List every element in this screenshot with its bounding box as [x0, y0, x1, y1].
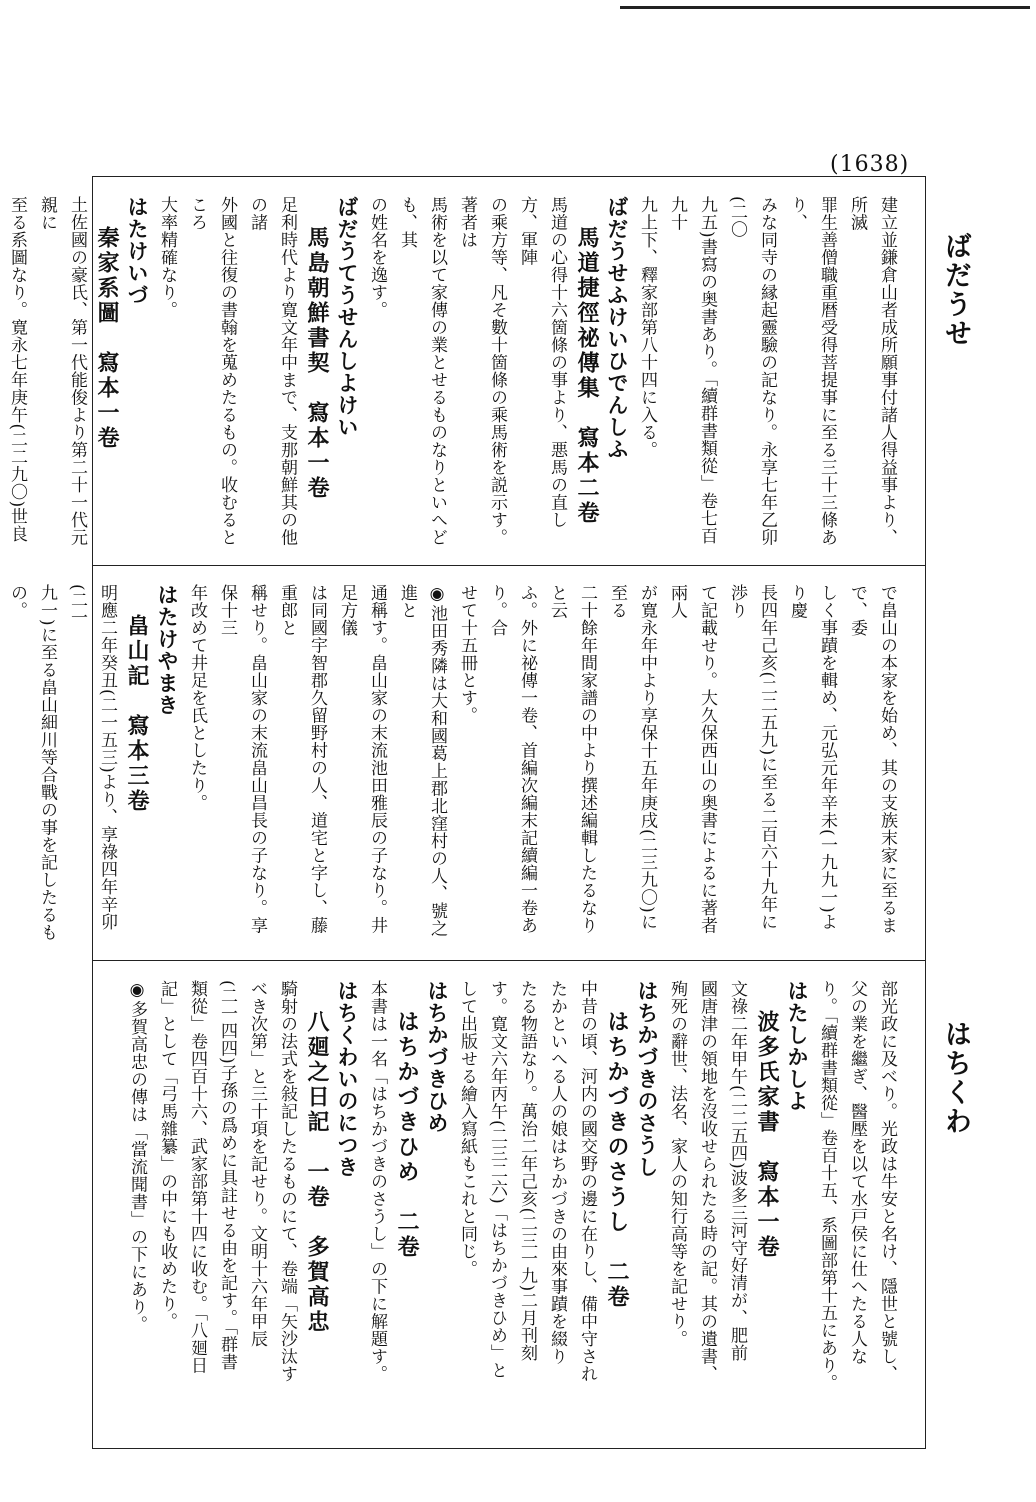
text-line: の姓名を逸す。 [367, 196, 387, 319]
text-line: 明應二年癸丑(二一五三)より、享祿四年辛卯(二一 [67, 584, 117, 931]
text-line: 畠山記 寫本三卷 [124, 614, 150, 814]
section-divider-2 [92, 960, 926, 961]
text-line: 通稱す。畠山家の末流池田雅辰の子なり。井足方儀 [337, 584, 387, 934]
text-line: たる物語なり。萬治二年己亥(二三一九)二月刊刻 [517, 980, 537, 1362]
text-line: 類從」卷四百十六、武家部第十四に收む。「八廻日 [187, 980, 207, 1374]
text-line: ふ。外に祕傳一卷、首編次編末記續編一卷あり。合 [487, 584, 537, 934]
text-line: 本書は一名「はちかづきのさうし」の下に解題す。 [367, 980, 387, 1383]
text-line: 九上下、釋家部第八十四に入る。 [637, 196, 657, 459]
text-line: 稱せり。畠山家の末流畠山昌長の子なり。享保十三 [217, 584, 267, 934]
text-line: 足利時代より寛文年中まで、支那朝鮮其の他の諸 [247, 196, 297, 546]
text-line: はちかづきのさうし [635, 980, 660, 1178]
panel-bottom-text [122, 980, 902, 1435]
text-line: 騎射の法式を敍記したるものにて、卷端「矢沙汰す [277, 980, 297, 1383]
text-line: が寛永年中より享保十五年庚戌(二三九〇)に至る [607, 584, 657, 931]
panel-top-text [0, 196, 902, 552]
text-line: 年改めて井足を氏としたり。 [187, 584, 207, 812]
text-line: はたしかしよ [785, 980, 810, 1112]
text-line: ばだうてうせんしよけい [335, 196, 360, 438]
text-line: は同國宇智郡久留野村の人、道宅と字し、藤重郎と [277, 584, 327, 934]
text-line: (二一四四)子孫の爲めに具註せる由を記す。「群書 [217, 980, 237, 1371]
text-line: 父の業を繼ぎ、醫壓を以て水戸侯に仕へたる人な [847, 980, 867, 1365]
text-line: 馬道の心得十六箇條の事より、悪馬の直し方、軍陣 [517, 196, 567, 529]
top-rule [620, 6, 1030, 9]
text-line: 殉死の辭世、法名、家人の知行高等を記せり。 [667, 980, 687, 1348]
running-head-bottom: はちくわ [940, 1020, 971, 1136]
text-line: 二十餘年間家譜の中より撰述編輯したるなりと云 [547, 584, 597, 934]
panel-middle [7, 584, 902, 946]
text-line: 部光政に及べり。光政は牛安と名け、隱世と號し、 [877, 980, 897, 1383]
text-line: ◉池田秀隣は大和國葛上郡北窪村の人、號之進と [397, 584, 447, 937]
running-head-top: ばだうせ [940, 232, 971, 348]
text-line: り。「續群書類從」卷百十五、系圖部第十五にあり。 [817, 980, 837, 1392]
text-line: みな同寺の縁起靈驗の記なり。永享七年乙卯(二〇 [727, 196, 777, 546]
text-line: 八廻之日記 一卷 多賀高忠 [304, 1010, 330, 1335]
text-line: 記」として「弓馬雜纂」の中にも收めたり。 [157, 980, 177, 1330]
text-line: す。寛文六年丙午(二三二六)「はちかづきひめ」と [487, 980, 507, 1380]
text-line [0, 584, 2, 946]
text-line: して出版せる繪入寫紙もこれと同じ。 [457, 980, 477, 1278]
panel-top [7, 196, 902, 552]
text-line: せて十五冊とす。 [457, 584, 477, 724]
text-line: たかといへる人の娘はちかづきの由來事蹟を綴り [547, 980, 567, 1365]
text-line: 土佐國の豪氏、第一代能俊より第二十一代元親に [37, 196, 87, 546]
text-line: 建立並鎌倉山者成所願事付諸人得益事より、所滅 [847, 196, 897, 546]
text-line: ◉多賀高忠の傳は「當流聞書」の下にあり。 [127, 980, 147, 1333]
text-line: はたけいづ [125, 196, 150, 306]
text-line: 至る系圖なり。寛永七年庚午(二二九〇)世良 [7, 196, 27, 543]
text-line: 文祿二年甲午(二二五四)波多三河守好清が、肥前 [727, 980, 747, 1362]
section-divider-1 [92, 565, 926, 566]
text-line: 國唐津の領地を沒收せられたる時の記。其の遺書、 [697, 980, 717, 1383]
text-line: 外國と往復の書翰を蒐めたるもの。收むるところ [187, 196, 237, 546]
panel-middle-text [0, 584, 902, 946]
text-line: 中昔の頃、河内の國交野の邊に在りし、備中守され [577, 980, 597, 1383]
text-line: 罪生善僧職重暦受得菩提事に至る三十三條あり、 [787, 196, 837, 546]
text-line: 長四年己亥(二二五九)に至る二百六十九年に渉り [727, 584, 777, 931]
text-line: で畠山の本家を始め、其の支族末家に至るまで、委 [847, 584, 897, 934]
text-line: しく事蹟を輯め、元弘元年辛未(一九九一)より慶 [787, 584, 837, 931]
text-line: 九五)書寫の奥書あり。「續群書類從」卷七百九十 [667, 196, 717, 545]
text-line: 大率精確なり。 [157, 196, 177, 319]
text-line: はちくわいのにつき [335, 980, 360, 1178]
text-line: はちかづきひめ 二卷 [394, 1010, 420, 1260]
text-line: 馬島朝鮮書契 寫本一卷 [304, 226, 330, 501]
text-line: 波多氏家書 寫本一卷 [754, 1010, 780, 1260]
text-line: 秦家系圖 寫本一卷 [94, 226, 120, 451]
page-number: (1638) [830, 152, 910, 177]
panel-bottom [112, 980, 902, 1435]
text-line: 九一)に至る畠山細川等合戰の事を記したるもの。 [7, 584, 57, 942]
text-line: はたけやまき [155, 584, 180, 716]
text-line: はちかづきひめ [425, 980, 450, 1134]
text-line: はちかづきのさうし 二卷 [604, 1010, 630, 1310]
text-line: 馬道捷徑祕傳集 寫本二卷 [574, 226, 600, 526]
text-line: の乘方等、凡そ數十箇條の乘馬術を説示す。著者は [457, 196, 507, 546]
text-line: 馬術を以て家傳の業とせるものなりといへども、其 [397, 196, 447, 546]
text-line: べき次第」と三十項を記せり。文明十六年甲辰 [247, 980, 267, 1348]
text-line: て記載せり。大久保西山の奥書によるに著者兩人 [667, 584, 717, 934]
text-line: ばだうせふけいひでんしふ [605, 196, 630, 460]
